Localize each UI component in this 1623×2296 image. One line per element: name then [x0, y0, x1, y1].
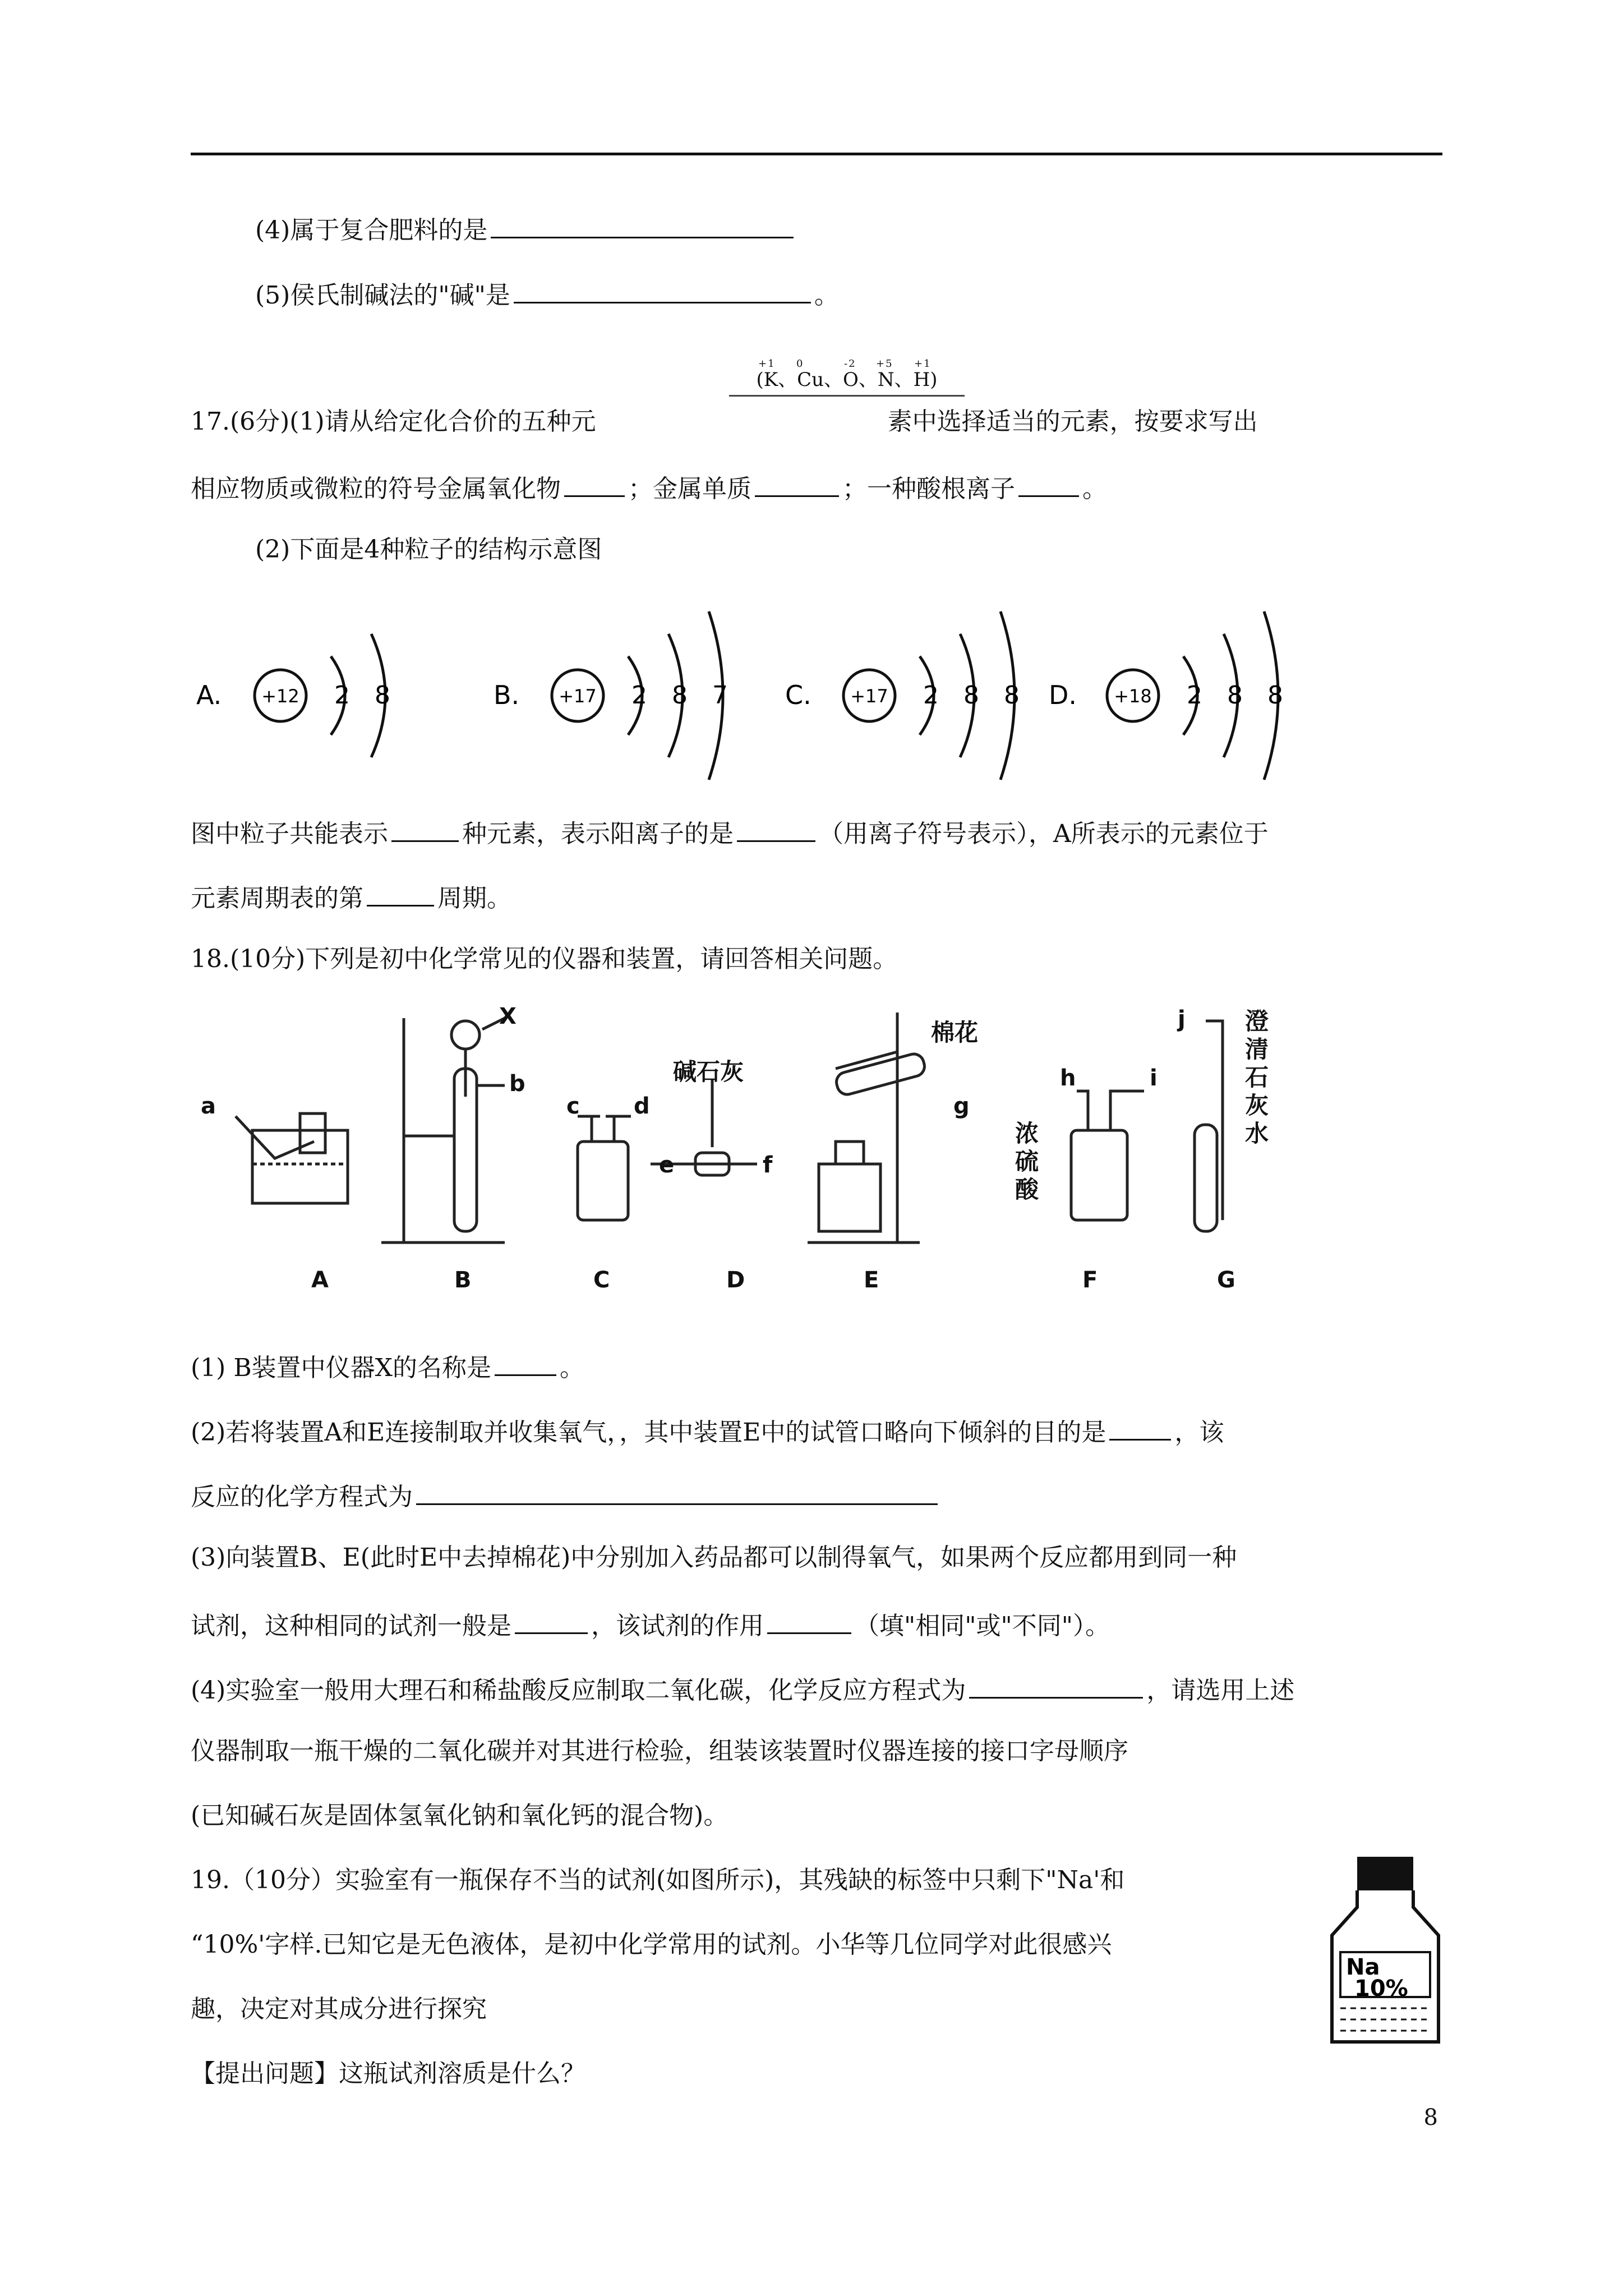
svg-text:澄: 澄 [1245, 1007, 1269, 1035]
q18-part1: (1) B装置中仪器X的名称是 。 [191, 1352, 584, 1381]
port-label-j: j [1178, 1006, 1186, 1032]
electron-count: 8 [1227, 681, 1243, 710]
q18-title: 18.(10分)下列是初中化学常见的仪器和装置，请回答相关问题。 [191, 945, 898, 973]
port-label-i: i [1150, 1065, 1158, 1091]
svg-text:石: 石 [1245, 1064, 1269, 1091]
electron-count: 8 [1004, 681, 1020, 710]
electron-count: 7 [712, 681, 728, 710]
particle-diagram [494, 611, 728, 780]
answer-blank[interactable] [737, 818, 815, 842]
q18-part4-line3: (已知碱石灰是固体氢氧化钠和氧化钙的混合物)。 [191, 1801, 728, 1830]
nuclear-charge: +18 [1114, 685, 1152, 707]
apparatus-c [578, 1116, 631, 1220]
apparatus-label-b: B [454, 1267, 472, 1293]
port-label-f: f [763, 1152, 773, 1178]
particle-diagram [785, 611, 1020, 780]
q17-line1: 17.(6分)(1)请从给定化合价的五种元 素中选择适当的元素，按要求写出 [191, 407, 1258, 436]
q18-part2-line1: (2)若将装置A和E连接制取并收集氧气，，其中装置E中的试管口略向下倾斜的目的是 ，该 [191, 1416, 1224, 1445]
apparatus-label-c: C [593, 1267, 610, 1293]
page-number: 8 [1423, 2105, 1438, 2131]
port-label-h: h [1060, 1065, 1076, 1091]
apparatus-label-e: E [864, 1267, 879, 1293]
svg-text:酸: 酸 [1015, 1176, 1039, 1203]
nuclear-charge: +12 [261, 685, 299, 707]
electron-count: 2 [923, 681, 939, 710]
answer-blank[interactable] [755, 473, 839, 497]
answer-blank[interactable] [367, 882, 434, 907]
answer-blank[interactable] [416, 1481, 938, 1505]
answer-blank[interactable] [1109, 1416, 1171, 1441]
valence-elements: +1 0 -2 +5 +1 (K、Cu、O、N、H) [729, 359, 965, 397]
port-label-e: e [659, 1152, 675, 1178]
answer-blank[interactable] [767, 1610, 851, 1634]
apparatus-f [1071, 1091, 1144, 1220]
label-na: Na [1346, 1954, 1380, 1980]
valence-marks [729, 359, 965, 370]
apparatus-label-f: F [1082, 1267, 1098, 1293]
q18-part2-line2: 反应的化学方程式为 [191, 1481, 941, 1510]
particle-label: B. [494, 680, 520, 710]
svg-text:硫: 硫 [1015, 1148, 1039, 1175]
q19-line2: “10%'字样.已知它是无色液体，是初中化学常用的试剂。小华等几位同学对此很感兴 [191, 1930, 1112, 1959]
answer-blank[interactable] [969, 1674, 1143, 1699]
answer-blank[interactable] [491, 214, 794, 238]
q18-part3-line2: 试剂，这种相同的试剂一般是 ，该试剂的作用 （填"相同"或"不同"）。 [191, 1610, 1110, 1639]
answer-blank[interactable] [515, 1610, 588, 1634]
answer-blank[interactable] [564, 473, 625, 497]
valence-mark: -2 [844, 358, 856, 370]
apparatus-label-d: D [726, 1267, 745, 1293]
particle-diagram [1049, 611, 1283, 780]
q18-part4-line2: 仪器制取一瓶干燥的二氧化碳并对其进行检验，组装该装置时仪器连接的接口字母顺序 [191, 1737, 1128, 1765]
svg-text:浓: 浓 [1015, 1120, 1039, 1147]
apparatus-label-g: G [1217, 1267, 1235, 1293]
nuclear-charge: +17 [559, 685, 597, 707]
nuclear-charge: +17 [850, 685, 888, 707]
electron-count: 2 [631, 681, 647, 710]
apparatus-g [1195, 1021, 1223, 1231]
particle-label: C. [785, 680, 811, 710]
answer-blank[interactable] [495, 1352, 556, 1376]
electron-count: 8 [1267, 681, 1283, 710]
particle-label: D. [1049, 680, 1077, 710]
port-label-g: g [953, 1093, 970, 1119]
q18-part4-line1: (4)实验室一般用大理石和稀盐酸反应制取二氧化碳，化学反应方程式为 ，请选用上述 [191, 1674, 1294, 1703]
particle-label: A. [196, 680, 222, 710]
limewater-label [1245, 1007, 1269, 1147]
q17-part2: (2)下面是4种粒子的结构示意图 [255, 535, 602, 564]
q16-item4: (4)属于复合肥料的是 [255, 214, 797, 243]
q17-answer-line1: 图中粒子共能表示 种元素，表示阳离子的是 （用离子符号表示），A所表示的元素位于 [191, 818, 1269, 846]
label-percent: 10% [1354, 1976, 1408, 2001]
bottle-stopper [1357, 1857, 1413, 1890]
particle-diagrams [191, 595, 1312, 785]
q16-item5: (5)侯氏制碱法的"碱"是 。 [255, 279, 839, 308]
apparatus-a [236, 1114, 348, 1203]
apparatus-label-a: A [311, 1267, 329, 1293]
valence-mark: +1 [914, 358, 932, 370]
svg-text:灰: 灰 [1245, 1092, 1269, 1119]
valence-mark: 0 [796, 358, 804, 370]
answer-blank[interactable] [391, 818, 459, 842]
q19-line3: 趣，决定对其成分进行探究 [191, 1995, 487, 2023]
apparatus-figure [191, 996, 1290, 1321]
q18-part3-line1: (3)向装置B、E(此时E中去掉棉花)中分别加入药品都可以制得氧气，如果两个反应都用到同一种 [191, 1543, 1237, 1572]
port-label-x: X [499, 1004, 517, 1029]
soda-lime-label: 碱石灰 [673, 1058, 744, 1085]
answer-blank[interactable] [1018, 473, 1079, 497]
apparatus-b [381, 1018, 505, 1243]
reagent-bottle-figure [1324, 1851, 1447, 2053]
electron-count: 2 [1187, 681, 1202, 710]
header-rule [191, 153, 1442, 155]
cotton-label: 棉花 [931, 1019, 979, 1046]
electron-count: 8 [963, 681, 979, 710]
svg-text:清: 清 [1245, 1036, 1269, 1063]
port-label-b: b [509, 1071, 525, 1097]
apparatus-e [808, 1013, 926, 1243]
q19-line4: 【提出问题】这瓶试剂溶质是什么？ [191, 2059, 585, 2088]
q17-line2: 相应物质或微粒的符号金属氧化物 ；金属单质 ；一种酸根离子 。 [191, 473, 1107, 501]
electron-count: 2 [334, 681, 350, 710]
q19-line1: 19.（10分）实验室有一瓶保存不当的试剂(如图所示)，其残缺的标签中只剩下"Na'和 [191, 1866, 1125, 1894]
valence-mark: +1 [758, 358, 776, 370]
valence-mark: +5 [876, 358, 893, 370]
electron-count: 8 [672, 681, 688, 710]
conc-sulfuric-acid-label [1015, 1120, 1039, 1203]
q17-answer-line2: 元素周期表的第 周期。 [191, 882, 511, 911]
port-label-d: d [634, 1093, 650, 1119]
answer-blank[interactable] [514, 279, 811, 303]
electron-count: 8 [375, 681, 390, 710]
particle-diagram [196, 634, 390, 757]
port-label-c: c [566, 1093, 580, 1119]
svg-text:水: 水 [1245, 1120, 1269, 1147]
port-label-a: a [201, 1093, 216, 1119]
